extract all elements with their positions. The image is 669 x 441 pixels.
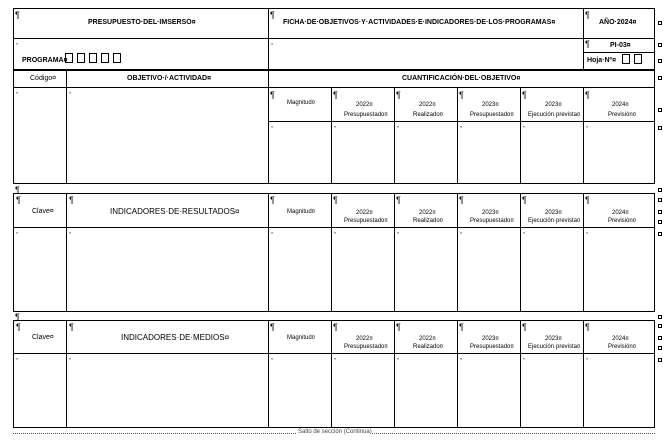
paragraph-mark: ¶: [522, 195, 527, 205]
sheet-digit-box[interactable]: [622, 54, 630, 64]
program-digit-box[interactable]: [101, 53, 109, 63]
col-divider: [268, 320, 269, 428]
cell-mark: ¤: [334, 356, 337, 361]
paragraph-mark: ¶: [459, 195, 464, 205]
quant-col-divider: [583, 320, 584, 428]
quant-col-divider: [331, 320, 332, 428]
col-label: Previsión¤: [608, 218, 637, 224]
row-end-mark: [658, 336, 662, 340]
form-title: FICHA·DE·OBJETIVOS·Y·ACTIVIDADES·E·INDICADORES·DE·LOS·PROGRAMAS¤: [283, 19, 556, 26]
quant-col-divider: [457, 193, 458, 312]
cell-mark: ¤: [460, 124, 463, 129]
col-year: 2022¤: [419, 102, 436, 108]
row-end-mark: [658, 324, 662, 328]
cell-mark: ¤: [271, 41, 274, 46]
header-divider: [13, 38, 655, 39]
cell-mark: ¤: [16, 41, 19, 46]
paragraph-mark: ¶: [333, 90, 338, 100]
cell-mark: ¤: [69, 356, 72, 361]
program-label: PROGRAMA¤: [22, 57, 68, 64]
col-divider: [268, 193, 269, 312]
col-year: 2023¤: [482, 210, 499, 216]
col-label: Realizado¤: [413, 218, 444, 224]
cell-mark: ¤: [69, 90, 72, 95]
col-label: Previsión¤: [608, 112, 637, 118]
magnitude-header: Magnitud¤: [287, 209, 316, 215]
paragraph-mark: ¶: [15, 312, 20, 322]
col-year: 2022¤: [356, 102, 373, 108]
col-year: 2024¤: [612, 210, 629, 216]
program-digit-box[interactable]: [65, 53, 73, 63]
col-label: Presupuestado¤: [470, 218, 514, 224]
row-end-mark: [658, 210, 662, 214]
paragraph-mark: ¶: [15, 185, 20, 195]
quant-col-divider: [520, 87, 521, 184]
quant-col-divider: [583, 193, 584, 312]
col-year: 2024¤: [612, 336, 629, 342]
col-year: 2022¤: [356, 210, 373, 216]
key-header: Clave¤: [32, 334, 54, 341]
row-end-mark: [658, 126, 662, 130]
paragraph-mark: ¶: [522, 322, 527, 332]
paragraph-mark: ¶: [333, 195, 338, 205]
cell-mark: ¤: [271, 356, 274, 361]
cell-mark: ¤: [397, 356, 400, 361]
cell-mark: ¤: [16, 356, 19, 361]
row-end-mark: [658, 76, 662, 80]
section-break-line-left: [13, 433, 296, 434]
quant-col-divider: [520, 320, 521, 428]
objective-header: OBJETIVO·/·ACTIVIDAD¤: [127, 75, 212, 82]
paragraph-mark: ¶: [396, 322, 401, 332]
quant-col-divider: [394, 87, 395, 184]
section-divider: [13, 87, 655, 88]
section-divider: [13, 353, 655, 354]
col-divider: [66, 70, 67, 184]
col-label: Ejecución·prevista¤: [528, 112, 581, 118]
col-year: 2023¤: [545, 102, 562, 108]
col-year: 2022¤: [419, 336, 436, 342]
paragraph-mark: ¶: [270, 90, 275, 100]
budget-title: PRESUPUESTO·DEL·IMSERSO¤: [88, 19, 196, 26]
col-label: Presupuestado¤: [470, 344, 514, 350]
section-divider: [13, 227, 655, 228]
paragraph-mark: ¶: [459, 90, 464, 100]
row-end-mark: [658, 188, 662, 192]
section-break-label: Salto de sección (Continua): [298, 429, 372, 435]
col-label: Ejecución·prevista¤: [528, 344, 581, 350]
quant-col-divider: [583, 87, 584, 184]
paragraph-mark: ¶: [585, 195, 590, 205]
col-year: 2022¤: [419, 210, 436, 216]
quant-head-divider: [268, 121, 655, 122]
quantification-header: CUANTIFICACIÓN·DEL·OBJETIVO¤: [402, 75, 521, 82]
cell-mark: ¤: [271, 230, 274, 235]
cell-mark: ¤: [16, 230, 19, 235]
magnitude-header: Magnitud¤: [287, 335, 316, 341]
cell-mark: ¤: [586, 124, 589, 129]
program-digit-box[interactable]: [89, 53, 97, 63]
magnitude-header: Magnitud¤: [287, 100, 316, 106]
quant-col-divider: [394, 320, 395, 428]
paragraph-mark: ¶: [396, 90, 401, 100]
cell-mark: ¤: [523, 124, 526, 129]
col-label: Realizado¤: [413, 112, 444, 118]
means-indicators-title: INDICADORES·DE·MEDIOS¤: [121, 333, 230, 342]
program-digit-box[interactable]: [77, 53, 85, 63]
quant-col-divider: [331, 87, 332, 184]
header-col-divider: [583, 8, 584, 70]
col-label: Presupuestado¤: [344, 112, 388, 118]
cell-mark: ¤: [397, 124, 400, 129]
col-label: Ejecución·prevista¤: [528, 218, 581, 224]
cell-mark: ¤: [523, 356, 526, 361]
col-label: Presupuestado¤: [344, 344, 388, 350]
header-col-divider: [268, 8, 269, 70]
quant-col-divider: [457, 87, 458, 184]
cell-mark: ¤: [523, 230, 526, 235]
quant-col-divider: [520, 193, 521, 312]
paragraph-mark: ¶: [16, 195, 21, 205]
paragraph-mark: ¶: [69, 322, 74, 332]
paragraph-mark: ¶: [270, 195, 275, 205]
row-end-mark: [658, 220, 662, 224]
col-year: 2023¤: [545, 336, 562, 342]
cell-mark: ¤: [334, 230, 337, 235]
code-header: Código¤: [30, 75, 57, 82]
col-label: Realizado¤: [413, 344, 444, 350]
col-label: Previsión¤: [608, 344, 637, 350]
paragraph-mark: ¶: [15, 10, 20, 20]
col-divider: [268, 70, 269, 184]
quant-col-divider: [457, 320, 458, 428]
paragraph-mark: ¶: [69, 195, 74, 205]
col-divider: [66, 320, 67, 428]
paragraph-mark: ¶: [396, 195, 401, 205]
cell-mark: ¤: [397, 230, 400, 235]
row-end-mark: [658, 346, 662, 350]
row-end-mark: [658, 198, 662, 202]
header-table: [13, 8, 655, 70]
paragraph-mark: ¶: [585, 322, 590, 332]
program-digit-box[interactable]: [113, 53, 121, 63]
cell-mark: ¤: [586, 356, 589, 361]
col-label: Presupuestado¤: [470, 112, 514, 118]
quant-col-divider: [331, 193, 332, 312]
col-year: 2023¤: [482, 336, 499, 342]
form-code: PI-03¤: [610, 42, 631, 49]
row-end-mark: [658, 21, 662, 25]
quant-col-divider: [394, 193, 395, 312]
sheet-label: Hoja·Nº¤: [587, 57, 617, 64]
col-divider: [66, 193, 67, 312]
header-code-divider: [583, 52, 655, 53]
col-year: 2023¤: [482, 102, 499, 108]
row-end-mark: [658, 108, 662, 112]
paragraph-mark: ¶: [522, 90, 527, 100]
paragraph-mark: ¶: [333, 322, 338, 332]
col-year: 2024¤: [612, 102, 629, 108]
cell-mark: ¤: [69, 230, 72, 235]
results-indicators-title: INDICADORES·DE·RESULTADOS¤: [110, 207, 240, 216]
paragraph-mark: ¶: [16, 322, 21, 332]
paragraph-mark: ¶: [585, 90, 590, 100]
cell-mark: ¤: [334, 124, 337, 129]
key-header: Clave¤: [32, 208, 54, 215]
col-year: 2022¤: [356, 336, 373, 342]
cell-mark: ¤: [460, 230, 463, 235]
cell-mark: ¤: [16, 90, 19, 95]
col-year: 2023¤: [545, 210, 562, 216]
row-end-mark: [658, 59, 662, 63]
paragraph-mark: ¶: [270, 10, 275, 20]
row-end-mark: [658, 358, 662, 362]
cell-mark: ¤: [460, 356, 463, 361]
sheet-digit-box[interactable]: [634, 54, 642, 64]
paragraph-mark: ¶: [585, 10, 590, 20]
cell-mark: ¤: [586, 230, 589, 235]
paragraph-mark: ¶: [459, 322, 464, 332]
col-label: Presupuestado¤: [344, 218, 388, 224]
section-break-line-right: [372, 433, 655, 434]
row-end-mark: [658, 232, 662, 236]
row-end-mark: [658, 315, 662, 319]
row-end-mark: [658, 43, 662, 47]
cell-mark: ¤: [271, 124, 274, 129]
year-label: AÑO·2024¤: [599, 19, 637, 26]
paragraph-mark: ¶: [585, 39, 590, 49]
paragraph-mark: ¶: [270, 322, 275, 332]
